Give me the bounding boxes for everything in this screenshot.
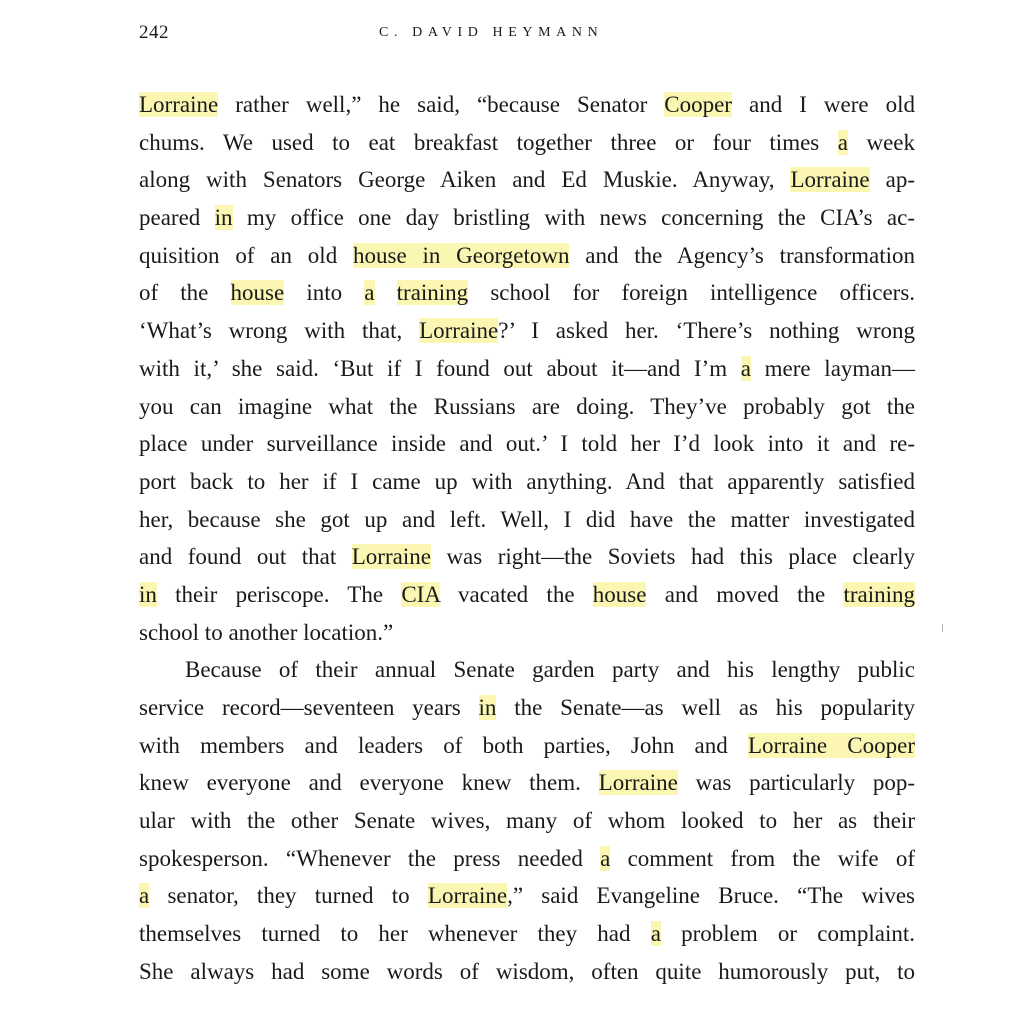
text-run: ,” said Evangeline Bruce. “The wives <box>507 883 915 909</box>
highlighted-term: house <box>592 581 647 607</box>
highlighted-term: Lorraine <box>598 770 678 796</box>
text-run: place under surveillance inside and out.’ I told her I’d look into it and re- <box>139 431 915 457</box>
text-line <box>139 915 915 953</box>
highlighted-term: a <box>139 883 150 909</box>
text-line <box>139 727 915 765</box>
text-run: peared <box>139 205 215 231</box>
text-line <box>139 802 915 840</box>
highlighted-term: Lorraine Cooper <box>747 732 916 758</box>
text-run: service record—seventeen years <box>139 695 479 720</box>
text-line <box>139 388 915 426</box>
highlighted-term: in <box>139 581 157 607</box>
text-run: vacated the <box>439 581 593 607</box>
text-line <box>139 840 915 878</box>
text-run: and I were old <box>731 92 915 117</box>
text-run: spokesperson. “Whenever the press needed <box>139 845 601 871</box>
text-line <box>139 651 915 689</box>
text-run: problem or complaint. <box>660 921 915 947</box>
text-line <box>139 538 915 576</box>
highlighted-term: in <box>478 695 497 720</box>
highlighted-term: training <box>396 280 469 306</box>
text-line <box>139 877 915 915</box>
text-line <box>139 463 915 501</box>
text-run: senator, they turned to <box>149 883 428 909</box>
running-head: C. DAVID HEYMANN <box>379 25 604 40</box>
text-line <box>139 124 915 162</box>
text-line <box>139 689 915 727</box>
text-line <box>139 425 915 463</box>
highlighted-term: training <box>843 581 915 607</box>
highlighted-term: Lorraine <box>351 544 431 570</box>
text-run: along with Senators George Aiken and Ed Muskie. Anyway, <box>139 167 791 193</box>
paragraph <box>139 86 915 651</box>
text-line <box>139 237 915 275</box>
text-run: rather well,” he said, “because Senator <box>218 92 665 117</box>
text-run: was right—the Soviets had this place clearly <box>430 544 915 570</box>
text-line <box>139 350 915 388</box>
highlighted-term: Cooper <box>664 92 732 117</box>
text-line <box>139 764 915 802</box>
text-line <box>139 161 915 199</box>
text-run: mere layman— <box>751 355 915 381</box>
text-run: of the <box>139 280 231 306</box>
highlighted-term: house <box>230 280 285 306</box>
body-text <box>139 86 916 984</box>
text-line <box>139 953 915 984</box>
text-run: my office one day bristling with news concerning the CIA’s ac- <box>232 205 915 231</box>
text-line <box>139 614 915 652</box>
text-run: ap- <box>869 167 915 193</box>
text-run: school for foreign intelligence officers. <box>468 280 916 306</box>
text-run: chums. We used to eat breakfast together three or four times <box>139 129 838 155</box>
text-run: their periscope. The <box>156 581 402 607</box>
text-line <box>139 501 915 539</box>
highlighted-term: a <box>600 845 611 871</box>
text-run: and moved the <box>646 581 844 607</box>
text-run: into <box>284 280 365 306</box>
text-run: was particularly pop- <box>677 770 916 796</box>
text-run: quisition of an old <box>139 242 354 268</box>
text-line <box>139 199 915 237</box>
paragraph <box>139 651 916 984</box>
text-run: ‘What’s wrong with that, <box>139 318 420 344</box>
text-line <box>139 86 915 124</box>
text-line <box>139 576 915 614</box>
text-run: themselves turned to her whenever they had <box>139 921 651 947</box>
text-run: you can imagine what the Russians are doing. They’ve probably got the <box>139 393 915 419</box>
text-run: ular with the other Senate wives, many of whom looked to her as their <box>139 808 915 834</box>
text-run: knew everyone and everyone knew them. <box>139 770 599 796</box>
highlighted-term: a <box>740 355 751 381</box>
text-run: and the Agency’s transformation <box>569 242 915 268</box>
text-run <box>375 280 397 305</box>
margin-mark <box>942 624 943 632</box>
highlighted-term: Lorraine <box>790 167 870 193</box>
text-run: school to another location.” <box>139 619 394 645</box>
text-run: with members and leaders of both parties, John and <box>139 732 748 758</box>
page-number: 242 <box>139 22 169 43</box>
text-run: Because of their annual Senate garden party and his lengthy public <box>185 657 915 683</box>
highlighted-term: a <box>364 280 375 306</box>
text-line <box>139 312 915 350</box>
text-run: She always had some words of wisdom, often quite humorously put, to <box>139 958 915 984</box>
highlighted-term: a <box>650 921 661 947</box>
text-run: week <box>847 129 915 155</box>
text-run: with it,’ she said. ‘But if I found out about it—and I’m <box>139 355 741 381</box>
highlighted-term: a <box>837 129 848 155</box>
highlighted-term: Lorraine <box>139 92 219 117</box>
highlighted-term: CIA <box>401 581 440 607</box>
highlighted-term: house in Georgetown <box>353 242 570 268</box>
text-run: port back to her if I came up with anything. And that apparently satisfied <box>139 468 915 494</box>
highlighted-term: Lorraine <box>419 318 499 344</box>
highlighted-term: Lorraine <box>427 883 508 909</box>
text-run: ?’ I asked her. ‘There’s nothing wrong <box>498 318 915 344</box>
text-run: her, because she got up and left. Well, I did have the matter investigated <box>139 506 915 532</box>
text-run: and found out that <box>139 544 352 570</box>
text-run: comment from the wife of <box>610 845 916 871</box>
text-line <box>139 274 915 312</box>
highlighted-term: in <box>214 205 233 231</box>
text-run: the Senate—as well as his popularity <box>496 695 916 720</box>
